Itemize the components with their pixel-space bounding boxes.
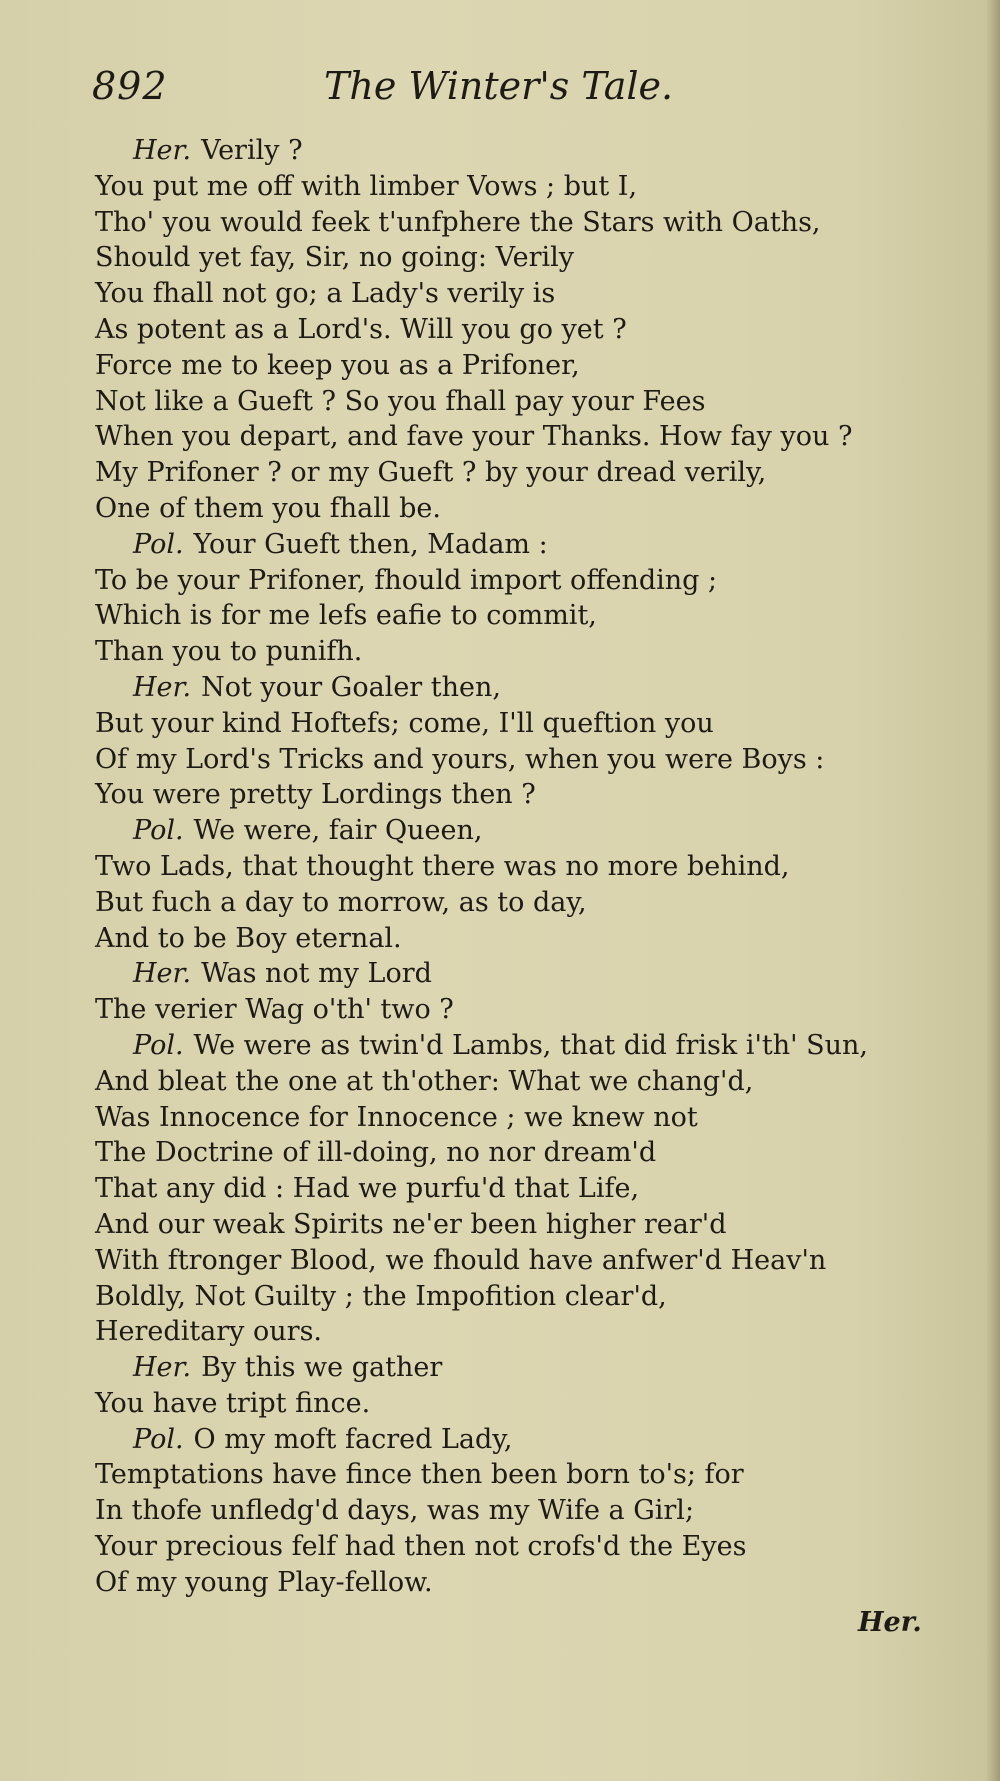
verse-line <box>95 634 915 670</box>
page-edge-shadow <box>986 0 1000 1781</box>
line-text: Which is for me lefs eafie to commit, <box>95 600 597 632</box>
verse-line <box>95 384 915 420</box>
running-title: The Winter's Tale. <box>324 64 674 108</box>
verse-line <box>95 169 915 205</box>
verse-line <box>95 312 915 348</box>
line-text: You have tript fince. <box>95 1387 371 1419</box>
line-text: Hereditary ours. <box>95 1316 323 1348</box>
verse-line <box>95 276 915 312</box>
verse-line <box>95 1207 915 1243</box>
speech-line <box>95 670 915 706</box>
running-header <box>92 62 892 110</box>
speech-line <box>95 956 915 992</box>
line-text: Boldly, Not Guilty ; the Impofition clear'd, <box>95 1280 667 1312</box>
verse-line <box>95 1171 915 1207</box>
verse-line <box>95 1279 915 1315</box>
line-text: Was not my Lord <box>201 958 432 990</box>
line-text: As potent as a Lord's. Will you go yet ? <box>95 313 627 345</box>
page-number: 892 <box>92 64 168 108</box>
verse-text <box>95 133 915 1601</box>
line-text: That any did : Had we purfu'd that Life, <box>95 1173 640 1205</box>
verse-line <box>95 921 915 957</box>
speaker-name: Pol. <box>133 815 184 847</box>
verse-line <box>95 992 915 1028</box>
speaker-name: Pol. <box>133 528 184 560</box>
line-text: And to be Boy eternal. <box>95 922 402 954</box>
line-text: But your kind Hoftefs; come, I'll queftion you <box>95 707 714 739</box>
line-text: Was Innocence for Innocence ; we knew not <box>95 1101 698 1133</box>
speech-line <box>95 813 915 849</box>
speech-line <box>95 1422 915 1458</box>
line-text: Verily ? <box>201 135 303 166</box>
line-text: Tho' you would feek t'unfphere the Stars with Oaths, <box>95 206 821 238</box>
verse-line <box>95 777 915 813</box>
line-text: To be your Prifoner, fhould import offending ; <box>95 564 718 596</box>
verse-line <box>95 598 915 634</box>
line-text: When you depart, and fave your Thanks. How fay you ? <box>95 421 853 453</box>
speaker-name: Pol. <box>133 1029 184 1061</box>
verse-line <box>95 742 915 778</box>
line-text: By this we gather <box>201 1352 443 1384</box>
speech-line <box>95 133 915 169</box>
speech-line <box>95 1028 915 1064</box>
line-text: Force me to keep you as a Prifoner, <box>95 349 580 381</box>
line-text: One of them you fhall be. <box>95 492 441 524</box>
verse-line <box>95 1565 915 1601</box>
verse-line <box>95 1243 915 1279</box>
verse-line <box>95 491 915 527</box>
verse-line <box>95 849 915 885</box>
line-text: Of my young Play-fellow. <box>95 1566 433 1598</box>
speaker-name: Her. <box>133 671 192 703</box>
speech-line <box>95 527 915 563</box>
verse-line <box>95 706 915 742</box>
line-text: We were, fair Queen, <box>193 815 483 847</box>
verse-line <box>95 455 915 491</box>
speaker-name: Her. <box>133 1352 192 1384</box>
line-text: The verier Wag o'th' two ? <box>95 994 454 1026</box>
verse-line <box>95 1314 915 1350</box>
line-text: You put me off with limber Vows ; but I, <box>95 170 638 202</box>
verse-line <box>95 1100 915 1136</box>
line-text: Of my Lord's Tricks and yours, when you were Boys : <box>95 743 825 775</box>
verse-line <box>95 240 915 276</box>
verse-line <box>95 1386 915 1422</box>
verse-line <box>95 885 915 921</box>
speaker-name: Her. <box>133 135 192 166</box>
line-text: And bleat the one at th'other: What we chang'd, <box>95 1065 754 1097</box>
verse-line <box>95 1064 915 1100</box>
verse-line <box>95 1457 915 1493</box>
line-text: O my moft facred Lady, <box>193 1423 513 1455</box>
line-text: Should yet fay, Sir, no going: Verily <box>95 242 575 274</box>
verse-line <box>95 563 915 599</box>
line-text: Your precious felf had then not crofs'd the Eyes <box>95 1531 747 1563</box>
line-text: With ftronger Blood, we fhould have anfwer'd Heav'n <box>95 1244 827 1276</box>
line-text: Two Lads, that thought there was no more behind, <box>95 850 790 882</box>
line-text: Not like a Gueft ? So you fhall pay your Fees <box>95 385 706 417</box>
catchword: Her. <box>858 1607 922 1638</box>
verse-line <box>95 419 915 455</box>
verse-line <box>95 1135 915 1171</box>
verse-line <box>95 1493 915 1529</box>
line-text: Than you to punifh. <box>95 636 363 668</box>
line-text: Temptations have fince then been born to's; for <box>95 1459 744 1491</box>
verse-line <box>95 348 915 384</box>
speaker-name: Pol. <box>133 1423 184 1455</box>
verse-line <box>95 1529 915 1565</box>
verse-line <box>95 205 915 241</box>
line-text: And our weak Spirits ne'er been higher rear'd <box>95 1208 727 1240</box>
line-text: We were as twin'd Lambs, that did frisk i'th' Sun, <box>193 1029 869 1061</box>
line-text: But fuch a day to morrow, as to day, <box>95 886 587 918</box>
line-text: Not your Goaler then, <box>201 671 501 703</box>
line-text: You fhall not go; a Lady's verily is <box>95 278 556 310</box>
line-text: You were pretty Lordings then ? <box>95 779 536 811</box>
line-text: The Doctrine of ill-doing, no nor dream'd <box>95 1137 657 1169</box>
line-text: In thofe unfledg'd days, was my Wife a Girl; <box>95 1495 695 1527</box>
line-text: My Prifoner ? or my Gueft ? by your dread verily, <box>95 457 767 489</box>
line-text: Your Gueft then, Madam : <box>193 528 548 560</box>
speech-line <box>95 1350 915 1386</box>
speaker-name: Her. <box>133 958 192 990</box>
